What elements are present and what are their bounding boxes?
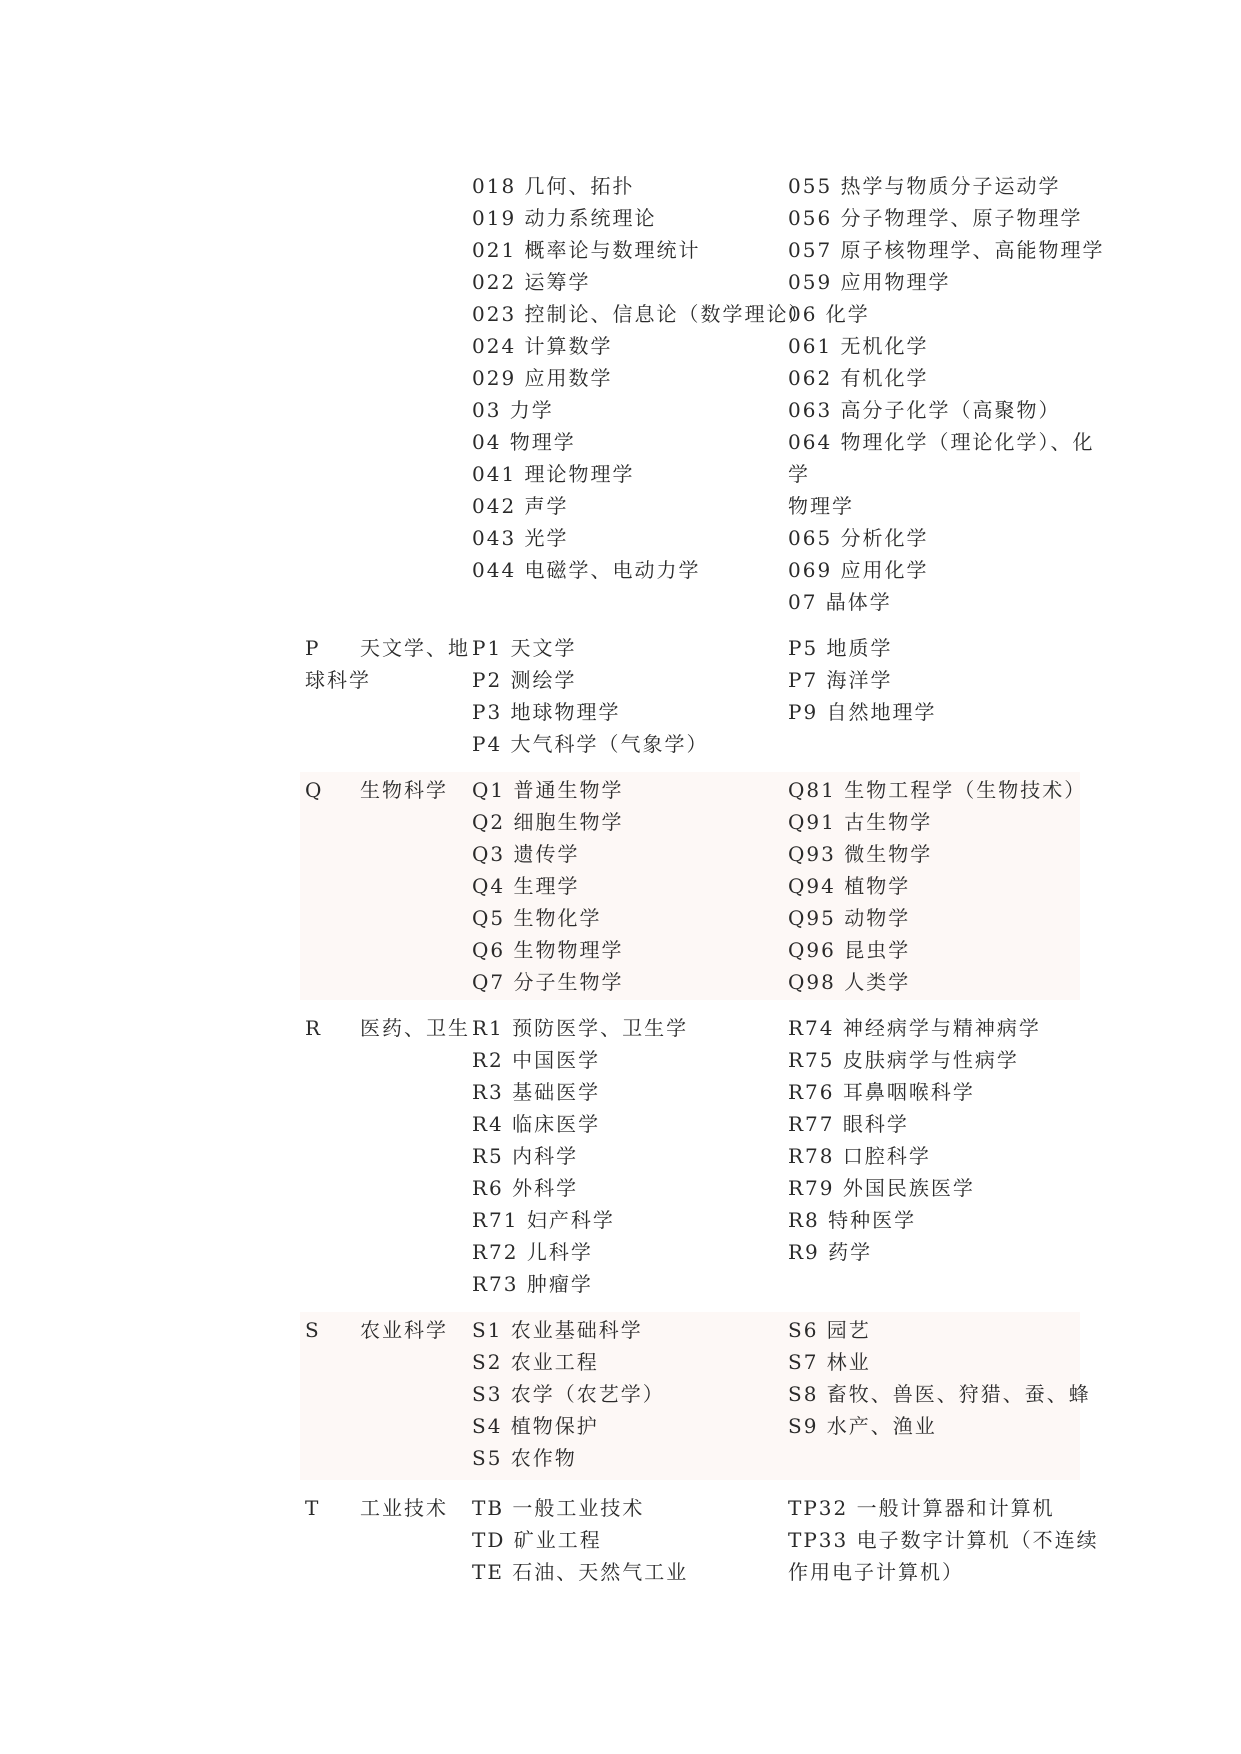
class-entry: P7 海洋学	[788, 668, 893, 692]
class-entry: 019 动力系统理论	[472, 206, 657, 230]
class-entry: 作用电子计算机）	[788, 1560, 964, 1584]
class-entry: 041 理论物理学	[472, 462, 635, 486]
class-entry: Q93 微生物学	[788, 842, 933, 866]
class-entry: 029 应用数学	[472, 366, 613, 390]
class-name: 工业技术	[360, 1496, 448, 1520]
class-entry: S7 林业	[788, 1350, 871, 1374]
class-entry: 069 应用化学	[788, 558, 929, 582]
class-entry: Q95 动物学	[788, 906, 911, 930]
section-p	[300, 632, 1080, 760]
class-entry: R2 中国医学	[472, 1048, 601, 1072]
class-entry: 07 晶体学	[788, 590, 892, 614]
section-r	[300, 1012, 1080, 1302]
class-entry: Q7 分子生物学	[472, 970, 624, 994]
class-entry: S6 园艺	[788, 1318, 871, 1342]
section-s	[300, 1312, 1091, 1480]
class-entry: S1 农业基础科学	[472, 1318, 643, 1342]
class-entry: 024 计算数学	[472, 334, 613, 358]
class-entry: S5 农作物	[472, 1446, 577, 1470]
class-entry: R71 妇产科学	[472, 1208, 615, 1232]
class-entry: Q91 古生物学	[788, 810, 933, 834]
class-entry: 043 光学	[472, 526, 569, 550]
class-entry: TB 一般工业技术	[472, 1496, 645, 1520]
class-entry: 044 电磁学、电动力学	[472, 558, 701, 582]
class-entry: Q1 普通生物学	[472, 778, 624, 802]
class-entry: 04 物理学	[472, 430, 576, 454]
class-entry: TP32 一般计算器和计算机	[788, 1496, 1055, 1520]
class-entry: Q4 生理学	[472, 874, 580, 898]
class-code: R	[305, 1016, 323, 1040]
class-entry: 055 热学与物质分子运动学	[788, 174, 1061, 198]
class-entry: S8 畜牧、兽医、狩猎、蚕、蜂	[788, 1382, 1091, 1406]
class-entry: 065 分析化学	[788, 526, 929, 550]
class-entry: Q96 昆虫学	[788, 938, 911, 962]
class-entry: TP33 电子数字计算机（不连续	[788, 1528, 1099, 1552]
class-entry: R3 基础医学	[472, 1080, 601, 1104]
class-entry: 057 原子核物理学、高能物理学	[788, 238, 1105, 262]
class-code: Q	[305, 778, 324, 802]
class-code: S	[305, 1318, 321, 1342]
class-entry: 018 几何、拓扑	[472, 174, 635, 198]
class-entry: R74 神经病学与精神病学	[788, 1016, 1041, 1040]
class-entry: R73 肿瘤学	[472, 1272, 593, 1296]
class-entry: S3 农学（农艺学）	[472, 1382, 665, 1406]
class-entry: TE 石油、天然气工业	[472, 1560, 689, 1584]
class-entry: R75 皮肤病学与性病学	[788, 1048, 1019, 1072]
class-entry: P2 测绘学	[472, 668, 577, 692]
class-entry: R6 外科学	[472, 1176, 579, 1200]
class-name: 球科学	[305, 668, 371, 692]
class-entry: Q3 遗传学	[472, 842, 580, 866]
class-entry: 022 运筹学	[472, 270, 591, 294]
class-entry: R78 口腔科学	[788, 1144, 931, 1168]
class-entry: 021 概率论与数理统计	[472, 238, 701, 262]
class-entry: 023 控制论、信息论（数学理论）	[472, 302, 811, 326]
class-entry: 062 有机化学	[788, 366, 929, 390]
section-q	[300, 772, 1087, 1000]
class-entry: 063 高分子化学（高聚物）	[788, 398, 1061, 422]
class-entry: Q98 人类学	[788, 970, 911, 994]
class-name: 天文学、地	[360, 636, 470, 660]
class-entry: 学	[788, 462, 810, 486]
class-entry: P9 自然地理学	[788, 700, 937, 724]
class-entry: 物理学	[788, 494, 854, 518]
class-code: P	[305, 636, 321, 660]
class-entry: 06 化学	[788, 302, 870, 326]
class-entry: P5 地质学	[788, 636, 893, 660]
class-name: 生物科学	[360, 778, 448, 802]
class-entry: R4 临床医学	[472, 1112, 601, 1136]
class-entry: S2 农业工程	[472, 1350, 599, 1374]
class-entry: P3 地球物理学	[472, 700, 621, 724]
class-entry: S9 水产、渔业	[788, 1414, 937, 1438]
class-entry: 042 声学	[472, 494, 569, 518]
class-entry: R72 儿科学	[472, 1240, 593, 1264]
class-entry: Q5 生物化学	[472, 906, 602, 930]
class-entry: R76 耳鼻咽喉科学	[788, 1080, 975, 1104]
section-o-continued	[300, 170, 1105, 618]
class-entry: 03 力学	[472, 398, 554, 422]
class-entry: 064 物理化学（理论化学）、化	[788, 430, 1095, 454]
class-name: 医药、卫生	[360, 1016, 470, 1040]
class-entry: R8 特种医学	[788, 1208, 917, 1232]
class-entry: R5 内科学	[472, 1144, 579, 1168]
section-t	[300, 1492, 1099, 1592]
class-entry: Q6 生物物理学	[472, 938, 624, 962]
class-entry: 056 分子物理学、原子物理学	[788, 206, 1083, 230]
class-entry: R77 眼科学	[788, 1112, 909, 1136]
class-code: T	[305, 1496, 321, 1520]
class-entry: TD 矿业工程	[472, 1528, 602, 1552]
class-entry: R1 预防医学、卫生学	[472, 1016, 689, 1040]
class-entry: Q81 生物工程学（生物技术）	[788, 778, 1087, 802]
class-entry: 061 无机化学	[788, 334, 929, 358]
class-entry: P1 天文学	[472, 636, 577, 660]
class-entry: Q94 植物学	[788, 874, 911, 898]
class-name: 农业科学	[360, 1318, 448, 1342]
class-entry: R9 药学	[788, 1240, 873, 1264]
class-entry: 059 应用物理学	[788, 270, 951, 294]
class-entry: P4 大气科学（气象学）	[472, 732, 709, 756]
class-entry: R79 外国民族医学	[788, 1176, 975, 1200]
class-entry: S4 植物保护	[472, 1414, 599, 1438]
class-entry: Q2 细胞生物学	[472, 810, 624, 834]
